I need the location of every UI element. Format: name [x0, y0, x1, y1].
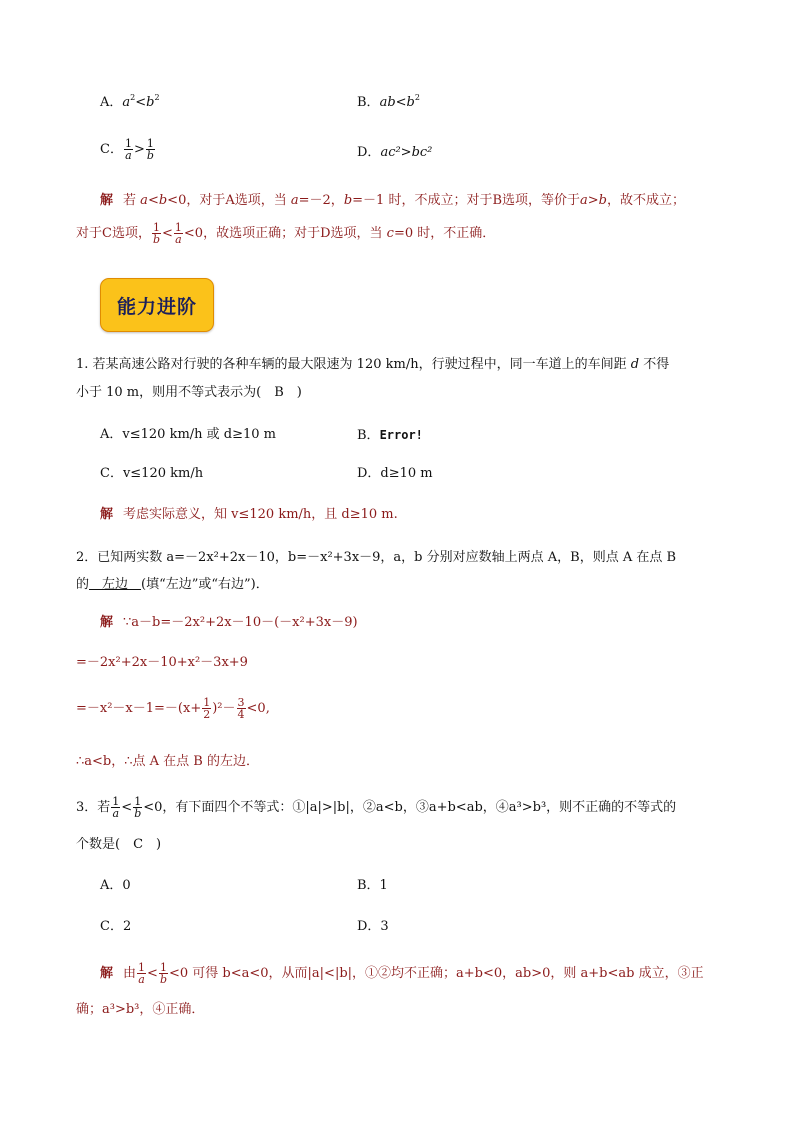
prev-solution-line2: 对于C选项， $\frac{1}{b}$ < $\frac{1}{a}$ <0，故选项正确；对于D选项，当 c=0 时，不正确．: [76, 221, 496, 246]
prev-solution-line1: 解 若 a<b<0，对于A选项，当 a=－2，b=－1 时，不成立；对于B选项，等价于a>b，故不成立；: [100, 193, 686, 208]
q3-option-d: D．3: [357, 919, 389, 934]
q2-solution-line1: 解 ∵a－b=－2x²+2x－10－(－x²+3x－9): [100, 615, 358, 630]
q3-line1: 3．若 $\frac{1}{a}$ < $\frac{1}{b}$ <0，有下面四个不等式：①|a|>|b|，②a<b，③a+b<ab，④a³>b³，则不正确的不等式的: [76, 795, 677, 820]
q1-option-a: A．v≤120 km/h 或 d≥10 m: [100, 427, 277, 442]
q3-solution-line1: 解 由 $\frac{1}{a}$ < $\frac{1}{b}$ <0 可得 b<a<0，从而|a|<|b|，①②均不正确；a+b<0，ab>0，则 a+b<ab 成立，③正: [100, 961, 704, 986]
q2-solution-line3: =－x²－x－1=－(x+ $\frac{1}{2}$ )²－ $\frac{3}{4}$ <0,: [76, 696, 270, 721]
q2-answer-blank: 左边: [89, 577, 142, 592]
option-c: C． $\frac{1}{a}$ > $\frac{1}{b}$: [100, 137, 154, 162]
q1-line1: 1. 若某高速公路对行驶的各种车辆的最大限速为 120 km/h，行驶过程中，同一车道上的车间距 d 不得: [76, 357, 670, 372]
q2-line2: 的 左边 (填“左边”或“右边”)．: [76, 577, 269, 592]
section-badge: 能力进阶: [100, 278, 214, 332]
option-d: D．ac²>bc²: [357, 145, 433, 160]
q3-option-b: B．1: [357, 878, 388, 893]
q3-option-c: C．2: [100, 919, 132, 934]
q1-option-d: D．d≥10 m: [357, 466, 433, 481]
option-b: B．$ab<b^2$: [357, 93, 420, 110]
option-a: A．$a^2<b^2$: [100, 93, 160, 110]
q3-option-a: A．0: [100, 878, 131, 893]
q1-option-c: C．v≤120 km/h: [100, 466, 204, 481]
q2-solution-line2: =－2x²+2x－10+x²－3x+9: [76, 655, 248, 670]
q3-solution-line2: 确；a³>b³，④正确．: [76, 1002, 205, 1017]
q1-solution: 解 考虑实际意义，知 v≤120 km/h，且 d≥10 m.: [100, 507, 398, 522]
q2-solution-line4: ∴a<b，∴点 A 在点 B 的左边．: [76, 754, 259, 769]
q1-option-b: B．Error!: [357, 428, 423, 443]
q2-line1: 2．已知两实数 a=－2x²+2x－10，b=－x²+3x－9，a，b 分别对应数轴上两点 A，B，则点 A 在点 B: [76, 550, 677, 565]
q3-line2: 个数是( C ): [76, 837, 162, 852]
q1-line2: 小于 10 m，则用不等式表示为( B ): [76, 385, 302, 400]
